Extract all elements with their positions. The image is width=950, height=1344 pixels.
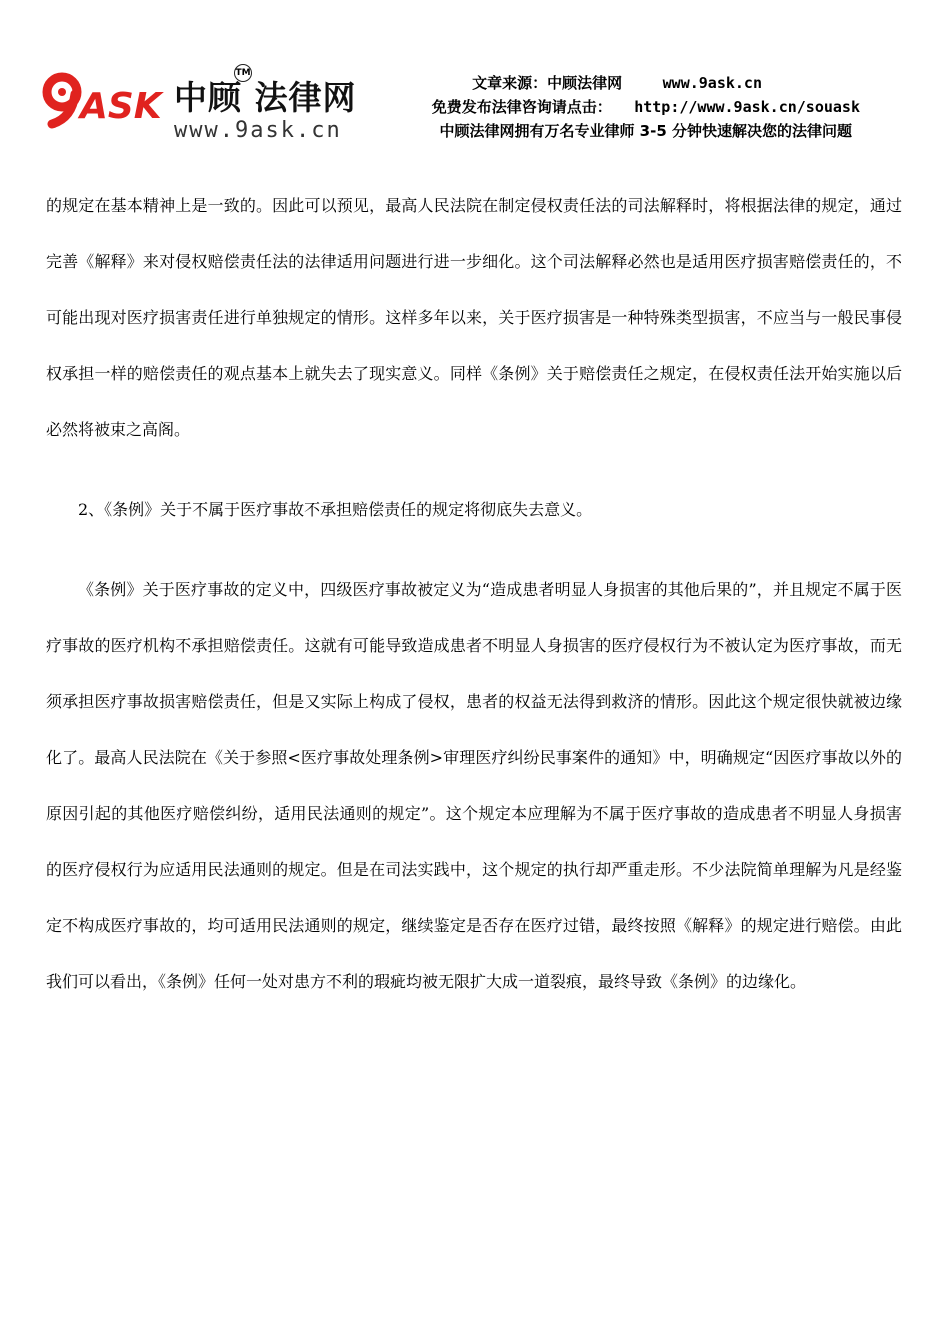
- paragraph-3: 《条例》关于医疗事故的定义中，四级医疗事故被定义为“造成患者明显人身损害的其他后果的”，并且规定不属于医疗事故的医疗机构不承担赔偿责任。这就有可能导致造成患者不明显人身损害的医疗侵权行为不被认定为医疗事故，而无须承担医疗事故损害赔偿责任，但是又实际上构成了侵权，患者的权益无法得到救济的情形。因此这个规定很快就被边缘化了。最高人民法院在《关于参照<医疗事故处理条例>审理医疗纠纷民事案件的通知》中，明确规定“因医疗事故以外的原因引起的其他医疗赔偿纠纷，适用民法通则的规定”。这个规定本应理解为不属于医疗事故的造成患者不明显人身损害的医疗侵权行为应适用民法通则的规定。但是在司法实践中，这个规定的执行却严重走形。不少法院简单理解为凡是经鉴定不构成医疗事故的，均可适用民法通则的规定，继续鉴定是否存在医疗过错，最终按照《解释》的规定进行赔偿。由此我们可以看出，《条例》任何一处对患方不利的瑕疵均被无限扩大成一道裂痕，最终导致《条例》的边缘化。: [46, 580, 902, 991]
- trademark-icon: TM: [234, 64, 252, 82]
- header-tagline: 中顾法律网拥有万名专业律师 3-5 分钟快速解决您的法律问题: [439, 122, 852, 140]
- logo-ask-text: ASK: [80, 86, 162, 127]
- site-logo[interactable]: [42, 62, 372, 152]
- source-site-link[interactable]: www.9ask.cn: [662, 74, 762, 92]
- source-line: [472, 72, 762, 93]
- consult-label: 免费发布法律咨询请点击：: [431, 98, 612, 116]
- source-label: 文章来源：中顾法律网: [472, 74, 623, 92]
- paragraph-2-heading: 2、《条例》关于不属于医疗事故不承担赔偿责任的规定将彻底失去意义。: [78, 500, 593, 519]
- logo-brand-cn: 中顾 法律网: [174, 78, 357, 117]
- page-header: [0, 0, 950, 150]
- consult-line: [432, 96, 860, 117]
- article-body: [46, 178, 902, 1010]
- logo-url: www.9ask.cn: [174, 118, 342, 143]
- consult-link[interactable]: http://www.9ask.cn/souask: [634, 98, 860, 116]
- 9ask-logo-icon: [42, 72, 170, 134]
- paragraph-1: 的规定在基本精神上是一致的。因此可以预见，最高人民法院在制定侵权责任法的司法解释时，将根据法律的规定，通过完善《解释》来对侵权赔偿责任法的法律适用问题进行进一步细化。这个司法解释必然也是适用医疗损害赔偿责任的，不可能出现对医疗损害责任进行单独规定的情形。这样多年以来，关于医疗损害是一种特殊类型损害，不应当与一般民事侵权承担一样的赔偿责任的观点基本上就失去了现实意义。同样《条例》关于赔偿责任之规定，在侵权责任法开始实施以后必然将被束之高阁。: [46, 196, 902, 439]
